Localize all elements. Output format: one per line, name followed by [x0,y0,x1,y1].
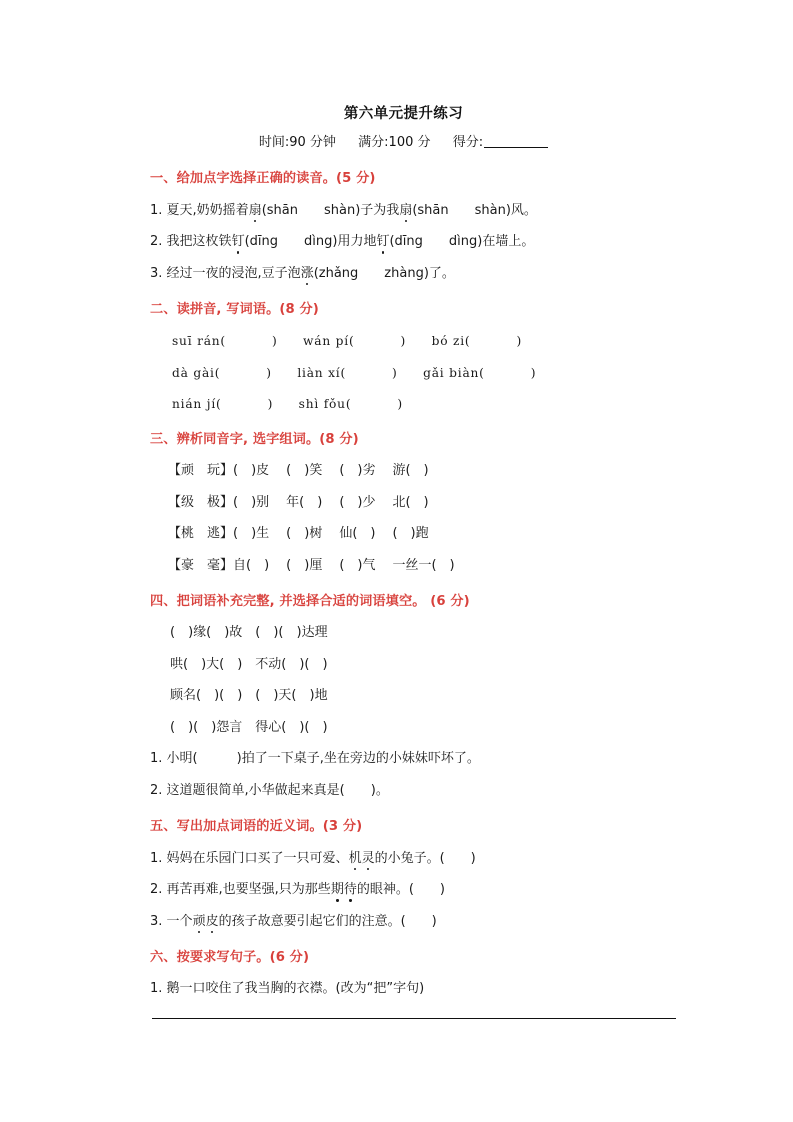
section4-sentence-1 [150,749,675,769]
section-heading-6: 六、按要求写句子。(6 分) [150,950,310,966]
sentence-text-after[interactable]: 的小兔子。( ) [374,850,476,866]
fill-cell[interactable]: ( )气 [339,557,376,573]
page-title: 第六单元提升练习 [343,106,464,122]
exam-meta-line [132,134,675,152]
question-number: 1. [150,850,163,866]
fill-cell[interactable]: 自( ) [233,557,270,573]
question-number: 2. [150,882,163,898]
sentence-text[interactable]: 小明( )拍了一下桌子,坐在旁边的小妹妹吓坏了。 [166,751,480,767]
sentence-text-after[interactable]: 的孩子故意要引起它们的注意。( ) [218,913,437,929]
fill-cell[interactable]: ( )跑 [392,526,429,542]
fill-cell[interactable]: ( )劣 [339,463,376,479]
pinyin-prompt: dà gài( [172,365,221,380]
pinyin-option-d[interactable]: dìng) [448,234,483,250]
fill-cell[interactable]: ( )厘 [286,557,323,573]
section4-idiom-row-1[interactable]: ( )缘( )故 ( )( )达理 [170,625,328,641]
pinyin-prompt: nián jí( [172,396,222,411]
section-heading-2: 二、读拼音, 写词语。(8 分) [150,302,319,318]
section1-question-3 [150,264,675,284]
sentence-text-after[interactable]: 的眼神。( ) [356,882,445,898]
section3-row-3 [150,524,675,544]
section6-question-1 [150,979,675,999]
fill-cell[interactable]: 仙( ) [339,526,376,542]
section2-pinyin-row-3: nián jí( ) shì fǒu( ) [172,396,403,411]
question-text-b: 子为我 [360,202,400,218]
section3-row-4 [150,556,675,576]
section3-row-2 [150,493,675,513]
fill-cell[interactable]: 北( ) [392,494,429,510]
char-choice-bracket: 【桃 逃】 [168,526,234,542]
fill-cell[interactable]: ( )笑 [286,463,323,479]
section2-pinyin-row-1: suī rán( ) wán pí( ) bó zi( ) [172,334,522,349]
pinyin-option-a[interactable]: (zhǎng [313,265,359,281]
section5-question-3 [150,912,675,932]
question-number: 2. [150,234,163,250]
sentence-text-before: 妈妈在乐园门口买了一只可爱、 [166,850,349,866]
question-text-b: 用力地 [337,234,377,250]
question-text-b: 了。 [428,265,455,281]
pinyin-option-a[interactable]: (dīng [244,234,279,250]
dotted-word-char: 机 [349,849,362,869]
dotted-word-char: 灵 [362,849,375,869]
pinyin-option-b[interactable]: zhàng) [384,265,429,281]
question-number: 2. [150,782,163,798]
fill-cell[interactable]: ( )别 [233,494,270,510]
dotted-char: 钉 [232,232,245,252]
pinyin-option-b[interactable]: dìng) [304,234,338,250]
section-heading-3: 三、辨析同音字, 选字组词。(8 分) [150,432,359,448]
section4-idiom-row-2[interactable]: 哄( )大( ) 不动( )( ) [170,656,328,672]
section4-idiom-row-4[interactable]: ( )( )怨言 得心( )( ) [170,719,328,735]
question-number: 3. [150,265,163,281]
section5-question-2 [150,880,675,900]
pinyin-option-a[interactable]: (shān [261,202,298,218]
sentence-text-before: 再苦再难,也要坚强,只为那些 [166,882,331,898]
question-number: 1. [150,202,163,218]
dotted-char: 涨 [301,264,314,284]
char-choice-bracket: 【豪 毫】 [168,557,234,573]
dotted-char: 扇 [249,201,262,221]
pinyin-option-d[interactable]: shàn) [474,202,511,218]
dotted-char: 钉 [376,232,389,252]
pinyin-option-c[interactable]: (dīng [389,234,423,250]
question-number: 1. [150,751,163,767]
dotted-word-char: 顽 [193,912,206,932]
question-text-a: 经过一夜的浸泡,豆子泡 [166,265,301,281]
pinyin-option-b[interactable]: shàn) [324,202,361,218]
pinyin-prompt: gǎi biàn( [423,365,485,380]
total-score-label: 满分:100 分 [358,135,431,151]
fill-cell[interactable]: ( )少 [339,494,376,510]
fill-cell[interactable]: 年( ) [286,494,323,510]
fill-cell[interactable]: 一丝一( ) [392,557,455,573]
score-label: 得分: [452,135,484,151]
section-heading-5: 五、写出加点词语的近义词。(3 分) [150,819,363,835]
pinyin-prompt: shì fǒu( [298,396,352,411]
dotted-word-char: 待 [344,880,357,900]
char-choice-bracket: 【顽 玩】 [168,463,234,479]
fill-cell[interactable]: ( )生 [233,526,270,542]
pinyin-prompt: liàn xí( [297,365,347,380]
section1-question-2 [150,232,675,252]
section-heading-4: 四、把词语补充完整, 并选择合适的词语填空。 (6 分) [150,594,470,610]
question-text-a: 夏天,奶奶摇着 [166,202,249,218]
section2-pinyin-row-2: dà gài( ) liàn xí( ) gǎi biàn( ) [172,365,536,380]
pinyin-option-c[interactable]: (shān [412,202,449,218]
section1-question-1 [150,201,675,221]
score-blank-field[interactable] [484,147,548,148]
dotted-word-char: 皮 [206,912,219,932]
char-choice-bracket: 【级 极】 [168,494,234,510]
question-number: 3. [150,913,163,929]
pinyin-prompt: bó zi( [431,334,471,349]
time-label: 时间:90 分钟 [258,135,336,151]
fill-cell[interactable]: ( )树 [286,526,323,542]
question-number: 1. [150,981,163,997]
question-text-c: 在墙上。 [482,234,535,250]
sentence-text-before: 一个 [166,913,193,929]
section5-question-1 [150,849,675,869]
answer-rule-line[interactable] [152,1018,676,1019]
sentence-text[interactable]: 这道题很简单,小华做起来真是( )。 [166,782,389,798]
dotted-char: 扇 [399,201,412,221]
pinyin-prompt: suī rán( [172,334,226,349]
question-text-a: 我把这枚铁 [166,234,232,250]
sentence-text[interactable]: 鹅一口咬住了我当胸的衣襟。(改为“把”字句) [166,981,425,997]
question-text-c: 风。 [510,202,537,218]
pinyin-prompt: wán pí( [303,334,355,349]
section3-row-1 [150,461,675,481]
dotted-word-char: 期 [331,880,344,900]
section4-sentence-2 [150,781,675,801]
section-heading-1: 一、给加点字选择正确的读音。(5 分) [150,171,376,187]
fill-cell[interactable]: ( )皮 [233,463,270,479]
fill-cell[interactable]: 游( ) [392,463,429,479]
section4-idiom-row-3[interactable]: 顾名( )( ) ( )天( )地 [170,688,328,704]
